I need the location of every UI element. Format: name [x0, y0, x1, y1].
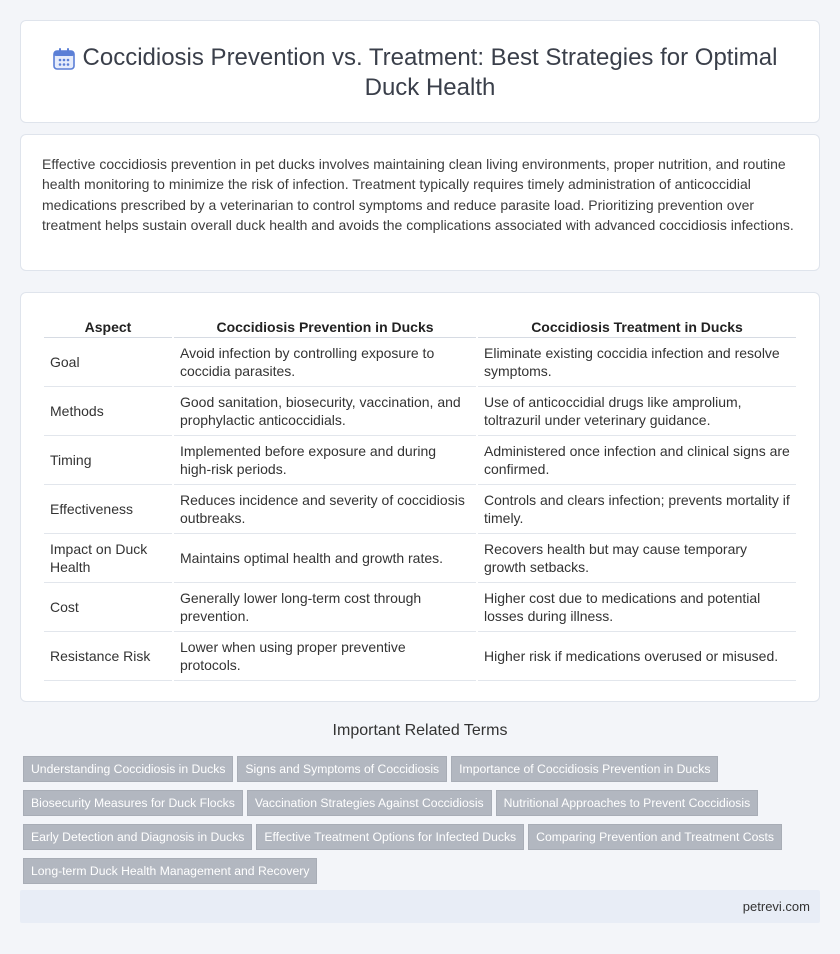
aspect-cell: Effectiveness — [44, 485, 172, 534]
prevention-cell: Avoid infection by controlling exposure to coccidia parasites. — [174, 338, 476, 387]
related-term-tag[interactable]: Vaccination Strategies Against Coccidiosis — [247, 790, 492, 816]
intro-card — [20, 134, 820, 271]
aspect-cell: Timing — [44, 436, 172, 485]
related-term-tag[interactable]: Long-term Duck Health Management and Recovery — [23, 858, 317, 884]
related-term-tag[interactable]: Importance of Coccidiosis Prevention in Ducks — [451, 756, 718, 782]
treatment-cell: Eliminate existing coccidia infection and resolve symptoms. — [478, 338, 796, 387]
footer-site-link[interactable]: petrevi.com — [742, 899, 810, 914]
comparison-table-card — [20, 292, 820, 702]
table-row — [44, 485, 796, 534]
prevention-cell: Maintains optimal health and growth rates. — [174, 534, 476, 583]
related-term-tag[interactable]: Early Detection and Diagnosis in Ducks — [23, 824, 252, 850]
header-card — [20, 20, 820, 123]
column-header-treatment: Coccidiosis Treatment in Ducks — [478, 316, 796, 338]
related-term-tag[interactable]: Signs and Symptoms of Coccidiosis — [237, 756, 447, 782]
table-row — [44, 632, 796, 681]
prevention-cell: Implemented before exposure and during high-risk periods. — [174, 436, 476, 485]
page-title: Coccidiosis Prevention vs. Treatment: Best Strategies for Optimal Duck Health — [82, 44, 778, 101]
aspect-cell: Resistance Risk — [44, 632, 172, 681]
related-term-tag[interactable]: Nutritional Approaches to Prevent Coccidiosis — [496, 790, 759, 816]
table-row — [44, 436, 796, 485]
table-row — [44, 387, 796, 436]
aspect-cell: Impact on Duck Health — [44, 534, 172, 583]
treatment-cell: Use of anticoccidial drugs like amprolium, toltrazuril under veterinary guidance. — [478, 387, 796, 436]
treatment-cell: Higher risk if medications overused or misused. — [478, 632, 796, 681]
table-row — [44, 583, 796, 632]
footer — [20, 890, 820, 923]
treatment-cell: Recovers health but may cause temporary growth setbacks. — [478, 534, 796, 583]
aspect-cell: Goal — [44, 338, 172, 387]
treatment-cell: Administered once infection and clinical signs are confirmed. — [478, 436, 796, 485]
prevention-cell: Generally lower long-term cost through prevention. — [174, 583, 476, 632]
related-terms-heading: Important Related Terms — [332, 722, 508, 739]
treatment-cell: Controls and clears infection; prevents mortality if timely. — [478, 485, 796, 534]
prevention-cell: Lower when using proper preventive protocols. — [174, 632, 476, 681]
comparison-table — [42, 316, 798, 681]
aspect-cell: Methods — [44, 387, 172, 436]
related-term-tag[interactable]: Effective Treatment Options for Infected Ducks — [256, 824, 524, 850]
related-terms-list — [23, 756, 813, 892]
table-header-row — [44, 316, 796, 338]
related-term-tag[interactable]: Understanding Coccidiosis in Ducks — [23, 756, 233, 782]
prevention-cell: Reduces incidence and severity of coccidiosis outbreaks. — [174, 485, 476, 534]
intro-paragraph: Effective coccidiosis prevention in pet ducks involves maintaining clean living environments, proper nutrition, and routine health monitoring to minimize the risk of infection. Treatment typically requires timely administration of anticoccidial medications prescribed by a veterinarian to control symptoms and reduce parasite load. Prioritizing prevention over treatment helps sustain overall duck health and avoids the complications associated with advanced coccidiosis infections. — [42, 156, 794, 233]
table-row — [44, 534, 796, 583]
table-row — [44, 338, 796, 387]
aspect-cell: Cost — [44, 583, 172, 632]
treatment-cell: Higher cost due to medications and potential losses during illness. — [478, 583, 796, 632]
related-term-tag[interactable]: Comparing Prevention and Treatment Costs — [528, 824, 782, 850]
column-header-aspect: Aspect — [44, 316, 172, 338]
column-header-prevention: Coccidiosis Prevention in Ducks — [174, 316, 476, 338]
prevention-cell: Good sanitation, biosecurity, vaccination, and prophylactic anticoccidials. — [174, 387, 476, 436]
related-term-tag[interactable]: Biosecurity Measures for Duck Flocks — [23, 790, 243, 816]
